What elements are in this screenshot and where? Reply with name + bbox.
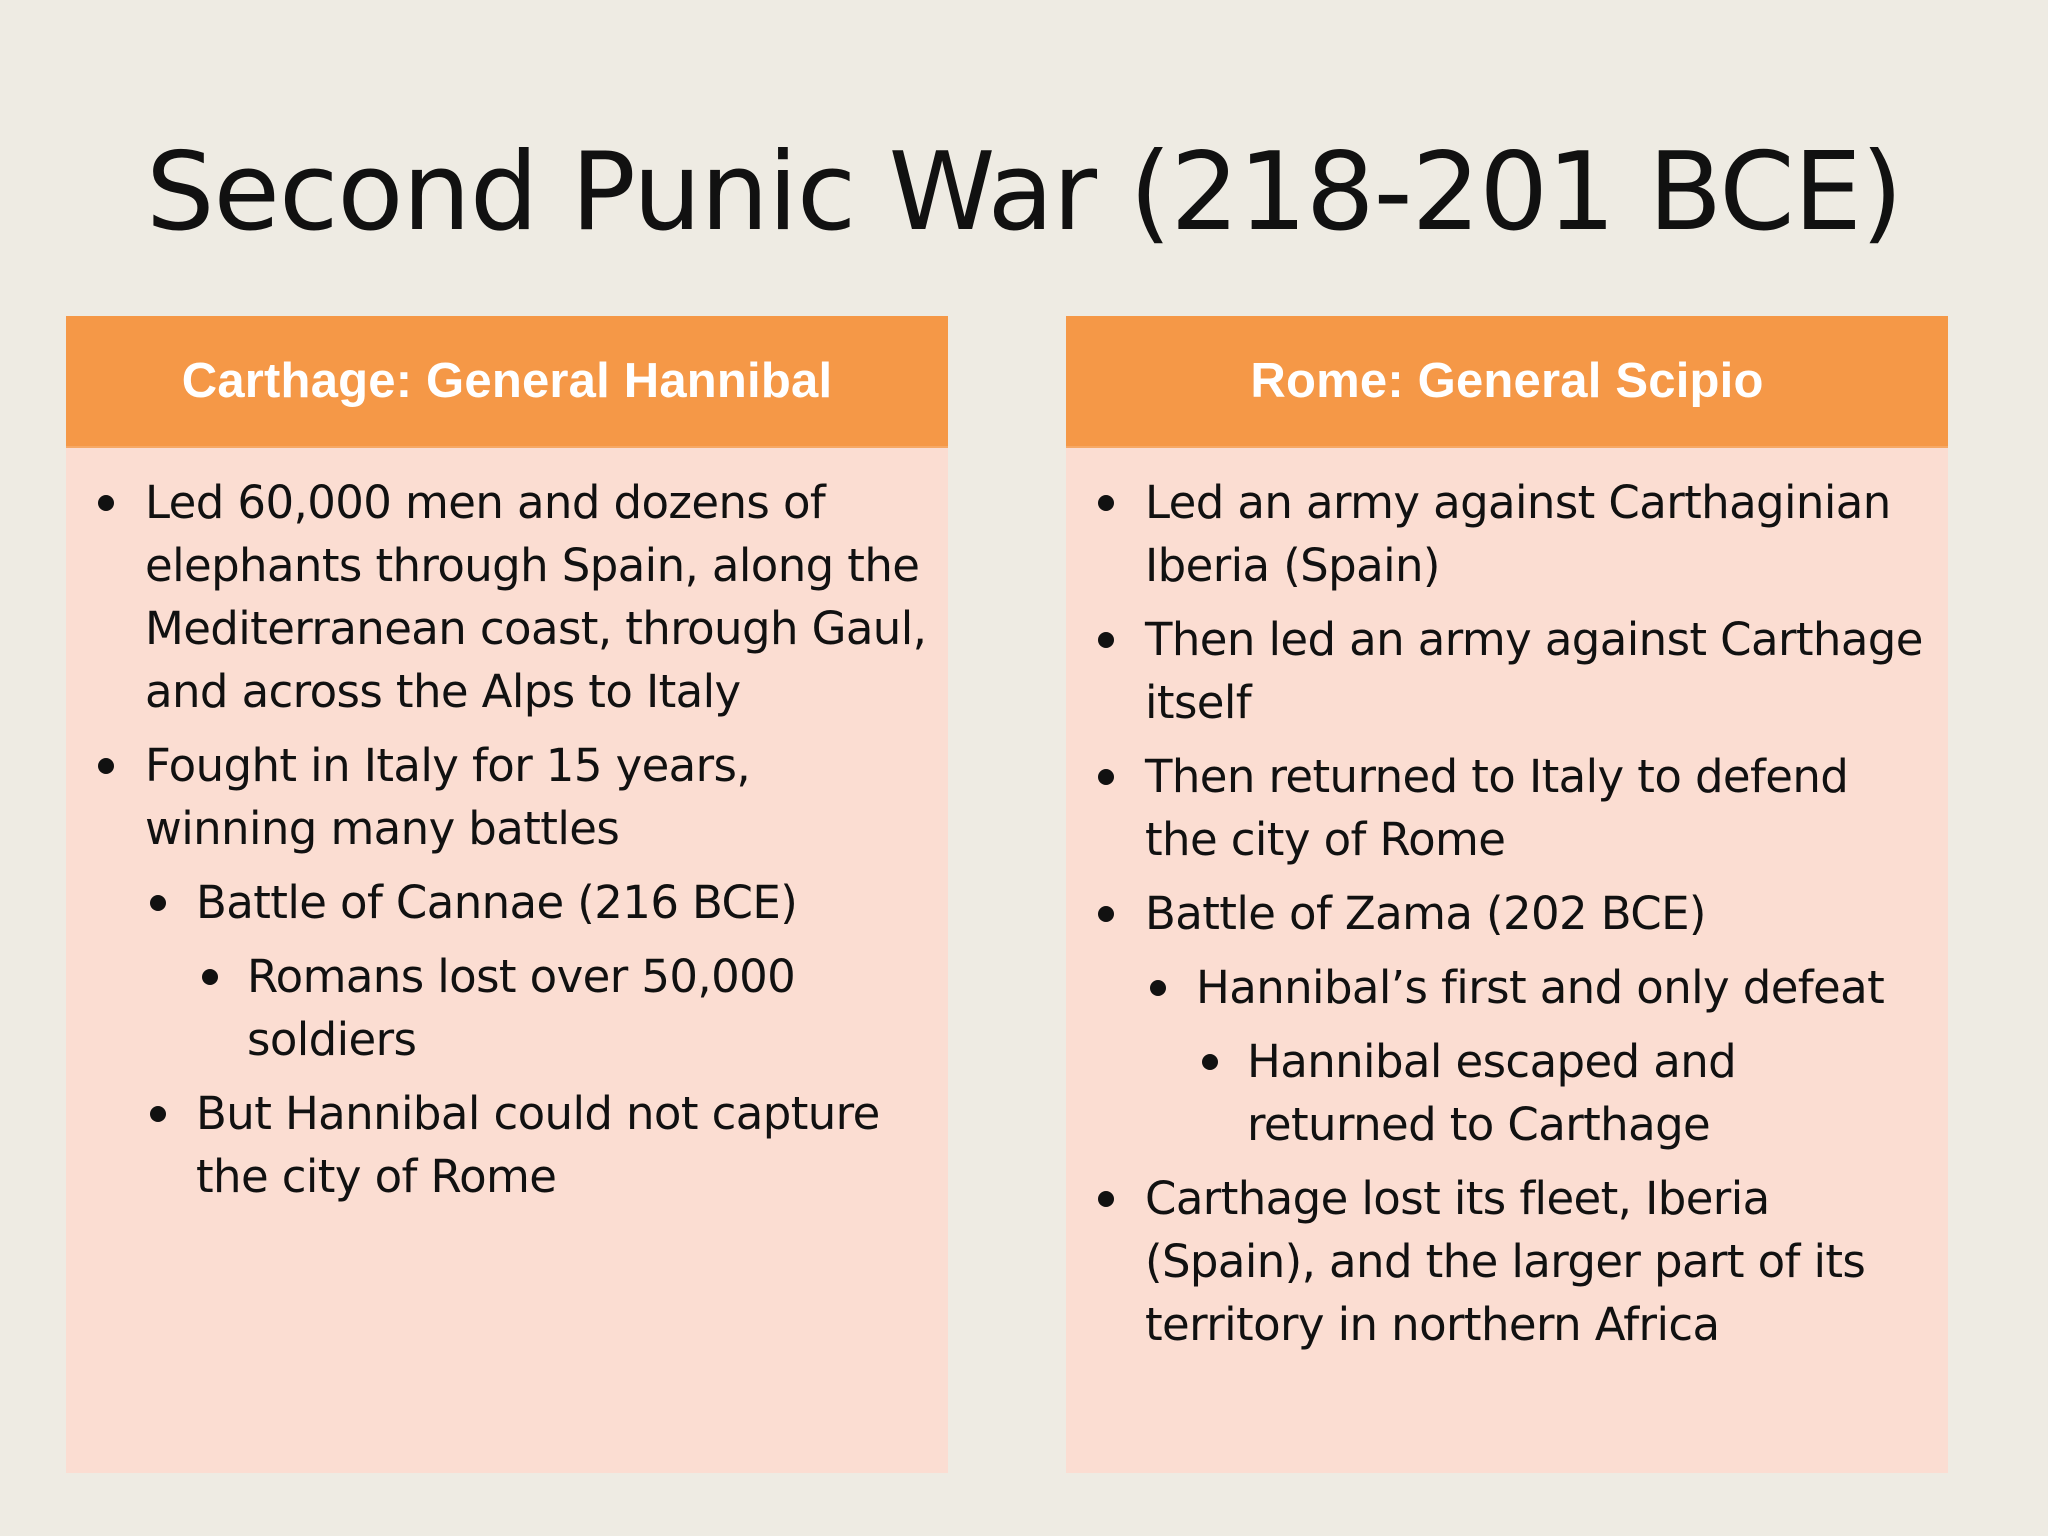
sub-bullet-item: But Hannibal could not capture the city of Rome	[66, 1082, 948, 1208]
rome-bullet-list	[1066, 471, 1948, 1367]
rome-header-text: Rome: General Scipio	[1250, 354, 1764, 408]
bullet-item: Carthage lost its fleet, Iberia (Spain), and the larger part of its territory in northern Africa	[1066, 1167, 1948, 1356]
carthage-panel-header	[66, 316, 948, 448]
bullet-item: Battle of Zama (202 BCE)	[1066, 882, 1948, 945]
bullet-item: Then led an army against Carthage itself	[1066, 608, 1948, 734]
carthage-bullet-list	[66, 471, 948, 1219]
bullet-item: Fought in Italy for 15 years, winning many battles	[66, 734, 948, 860]
slide-title: Second Punic War (218-201 BCE)	[145, 130, 1903, 255]
bullet-item: Led 60,000 men and dozens of elephants through Spain, along the Mediterranean coast, through Gaul, and across the Alps to Italy	[66, 471, 948, 723]
rome-panel	[1066, 316, 1948, 1473]
bullet-item: Then returned to Italy to defend the city of Rome	[1066, 745, 1948, 871]
sub-bullet-item: Battle of Cannae (216 BCE)	[66, 871, 948, 934]
sub-sub-bullet-item: Hannibal escaped and returned to Carthage	[1066, 1030, 1948, 1156]
carthage-panel	[66, 316, 948, 1473]
sub-bullet-item: Hannibal’s first and only defeat	[1066, 956, 1948, 1019]
sub-sub-bullet-item: Romans lost over 50,000 soldiers	[66, 945, 948, 1071]
rome-panel-header	[1066, 316, 1948, 448]
bullet-item: Led an army against Carthaginian Iberia (Spain)	[1066, 471, 1948, 597]
carthage-header-text: Carthage: General Hannibal	[181, 354, 833, 408]
